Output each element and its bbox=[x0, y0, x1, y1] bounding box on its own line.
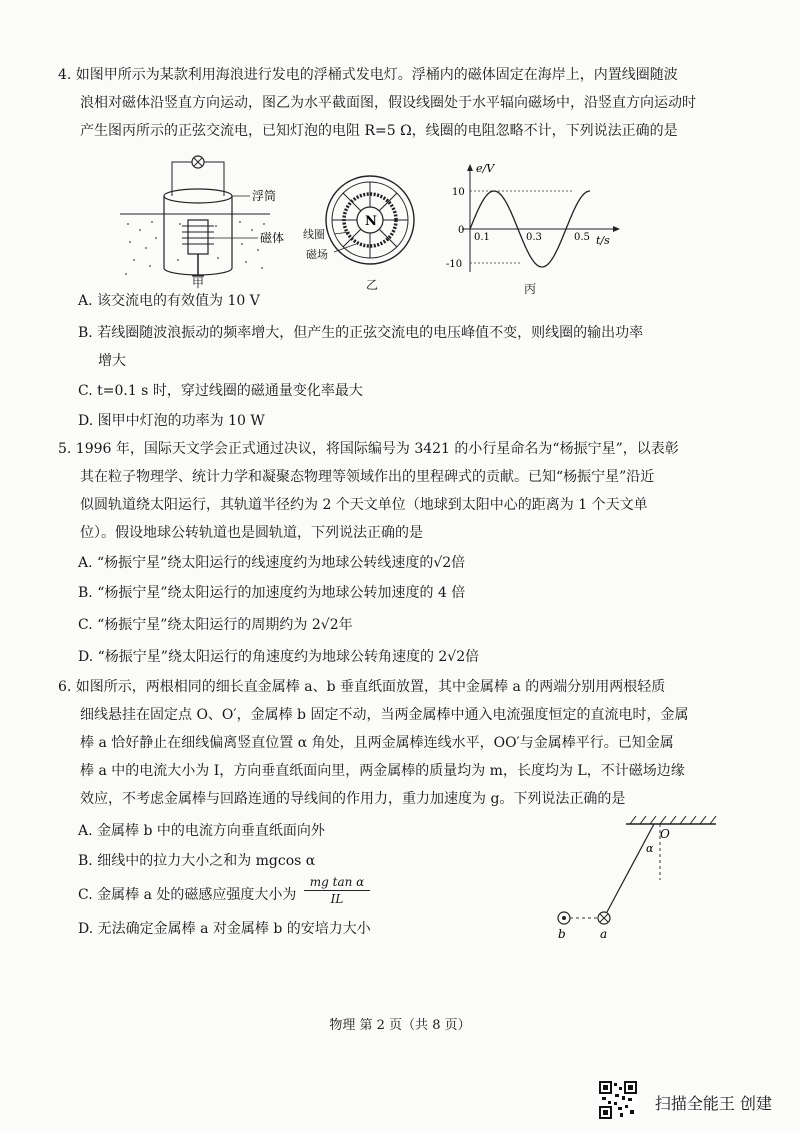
q6-option-c: C. 金属棒 a 处的磁感应强度大小为 bbox=[78, 887, 297, 903]
q5-line-2: 其在粒子物理学、统计力学和凝聚态物理等领域作出的里程碑式的贡献。已知“杨振宁星”沿近 bbox=[80, 469, 655, 485]
q6-line-1: 6. 如图所示，两根相同的细长直金属棒 a、b 垂直纸面放置，其中金属棒 a 的两端分别用两根轻质 bbox=[58, 679, 666, 695]
xtick-0.1: 0.1 bbox=[474, 232, 490, 243]
q5-option-a: A. “杨振宁星”绕太阳运行的线速度约为地球公转线速度的√2倍 bbox=[78, 555, 466, 571]
q6-line-5: 效应，不考虑金属棒与回路连通的导线间的作用力，重力加速度为 g。下列说法正确的是 bbox=[80, 791, 626, 807]
label-magnet: 磁体 bbox=[260, 231, 285, 245]
scanner-brand: 扫描全能王 创建 bbox=[654, 1094, 772, 1113]
q6-option-a: A. 金属棒 b 中的电流方向垂直纸面向外 bbox=[78, 823, 325, 839]
q6-line-4: 棒 a 中的电流大小为 I，方向垂直纸面向里，两金属棒的质量均为 m，长度均为 L，不计磁场边缘 bbox=[80, 763, 685, 779]
label-b: b bbox=[558, 927, 566, 941]
q5-option-c: C. “杨振宁星”绕太阳运行的周期约为 2√2年 bbox=[78, 617, 353, 633]
xtick-0.5: 0.5 bbox=[574, 232, 590, 243]
string bbox=[607, 824, 654, 912]
q6-line-3: 棒 a 恰好静止在细线偏离竖直位置 α 角处，且两金属棒连线水平，OO′与金属棒平行。已知金属 bbox=[80, 735, 674, 751]
q5-line-1: 5. 1996 年，国际天文学会正式通过决议，将国际编号为 3421 的小行星命名为“杨振宁星”，以表彰 bbox=[58, 441, 679, 457]
label-a: a bbox=[600, 927, 608, 941]
ytick-neg10: -10 bbox=[446, 259, 463, 270]
pole-label: N bbox=[365, 214, 377, 229]
figure-q6 bbox=[550, 812, 720, 942]
caption-yi: 乙 bbox=[366, 278, 379, 292]
xtick-0.3: 0.3 bbox=[526, 232, 542, 243]
q4-line-1: 4. 如图甲所示为某款利用海浪进行发电的浮桶式发电灯。浮桶内的磁体固定在海岸上，内置线圈随波 bbox=[58, 67, 678, 83]
qr-code-icon bbox=[598, 1080, 638, 1120]
q4-option-b: B. 若线圈随波浪振动的频率增大，但产生的正弦交流电的电压峰值不变，则线圈的输出功率 bbox=[78, 325, 644, 341]
figure-bing-chart bbox=[440, 160, 630, 280]
q5-option-d: D. “杨振宁星”绕太阳运行的角速度约为地球公转角速度的 2√2倍 bbox=[78, 649, 480, 665]
q5-option-b: B. “杨振宁星”绕太阳运行的加速度约为地球公转加速度的 4 倍 bbox=[78, 585, 466, 601]
caption-bing: 丙 bbox=[524, 282, 537, 296]
ytick-10: 10 bbox=[452, 187, 465, 198]
label-O: O bbox=[660, 827, 670, 841]
fraction-numerator: mg tan α bbox=[304, 874, 370, 891]
label-alpha: α bbox=[646, 842, 654, 855]
q4-option-d: D. 图甲中灯泡的功率为 10 W bbox=[78, 413, 265, 429]
magnet bbox=[188, 220, 208, 254]
q4-option-a: A. 该交流电的有效值为 10 V bbox=[78, 293, 260, 309]
fraction bbox=[304, 874, 370, 907]
page-footer: 物理 第 2 页（共 8 页） bbox=[329, 1018, 471, 1033]
q6-option-b: B. 细线中的拉力大小之和为 mgcos α bbox=[78, 853, 316, 869]
ytick-0: 0 bbox=[458, 225, 465, 236]
label-float: 浮筒 bbox=[252, 189, 277, 203]
water-dots bbox=[125, 221, 265, 275]
label-field: 磁场 bbox=[306, 248, 328, 261]
q6-line-2: 细线悬挂在固定点 O、O′，金属棒 b 固定不动，当两金属棒中通入电流强度恒定的直流电时，金属 bbox=[80, 707, 689, 723]
figure-jia bbox=[120, 150, 310, 290]
q4-option-b-cont: 增大 bbox=[98, 353, 126, 369]
q4-line-3: 产生图丙所示的正弦交流电，已知灯泡的电阻 R=5 Ω，线圈的电阻忽略不计，下列说法正确的是 bbox=[80, 123, 678, 139]
q4-option-c: C. t=0.1 s 时，穿过线圈的磁通量变化率最大 bbox=[78, 383, 363, 399]
y-axis-label: e/V bbox=[476, 162, 495, 175]
q5-line-3: 似圆轨道绕太阳运行，其轨道半径约为 2 个天文单位（地球到太阳中心的距离为 1 个天文单 bbox=[80, 497, 648, 513]
x-axis-label: t/s bbox=[596, 234, 610, 247]
caption-jia: 甲 bbox=[192, 276, 205, 290]
fraction-denominator: IL bbox=[330, 892, 344, 906]
q4-line-2: 浪相对磁体沿竖直方向运动，图乙为水平截面图，假设线圈处于水平辐向磁场中，沿竖直方向运动时 bbox=[80, 95, 696, 111]
q6-option-d: D. 无法确定金属棒 a 对金属棒 b 的安培力大小 bbox=[78, 921, 371, 937]
label-coil: 线圈 bbox=[303, 228, 325, 241]
q5-line-4: 位）。假设地球公转轨道也是圆轨道，下列说法正确的是 bbox=[80, 525, 423, 541]
